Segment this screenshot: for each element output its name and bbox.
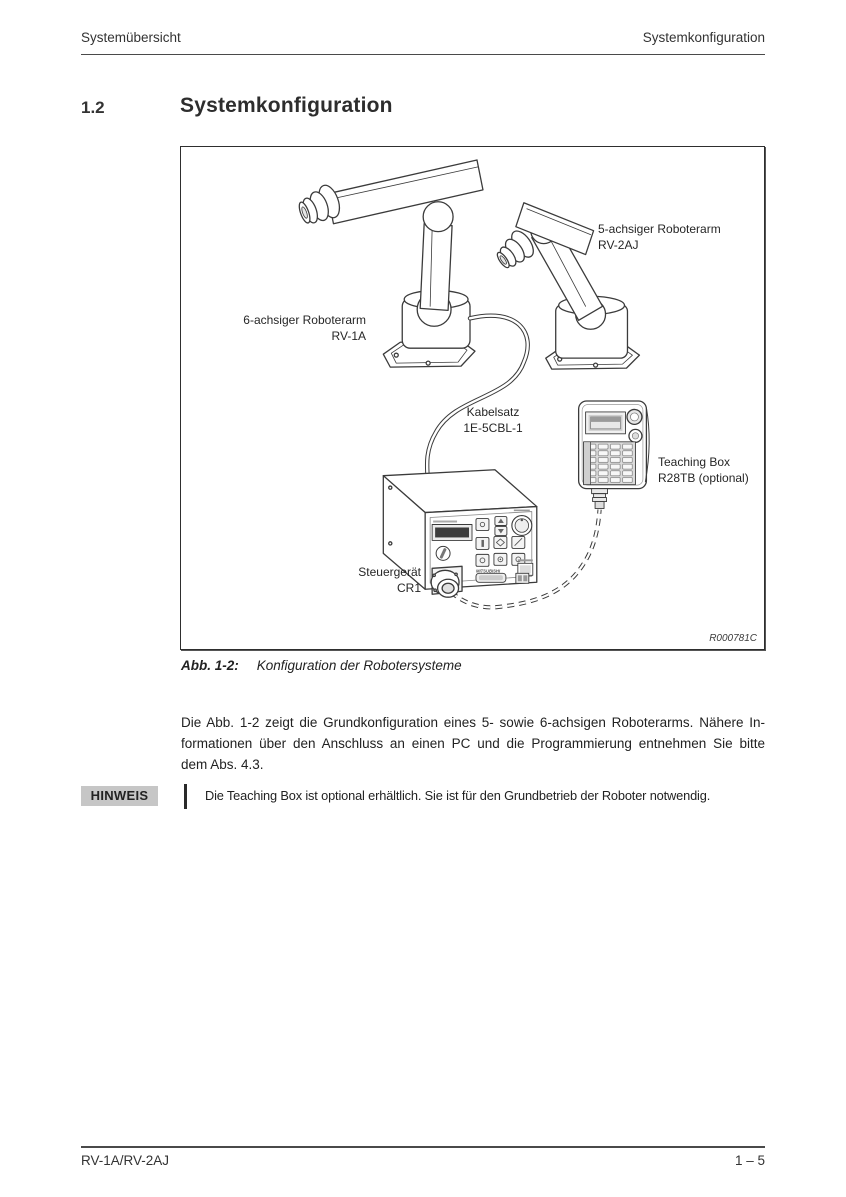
figure-ref-code: R000781C: [709, 633, 757, 644]
body-paragraph: [181, 712, 765, 775]
caption-tag: Abb. 1-2:: [181, 658, 239, 673]
page-title: Systemkonfiguration: [180, 94, 393, 117]
page-footer: [81, 1153, 765, 1168]
controller-io-connectors: [476, 573, 529, 583]
page-header: [81, 30, 765, 55]
label-steuergeraet: Steuergerät CR1: [358, 565, 421, 595]
footer-left-text: RV-1A/RV-2AJ: [81, 1153, 170, 1168]
figure-caption: [181, 658, 462, 673]
label-rv2aj: 5-achsiger Roboterarm RV-2AJ: [598, 222, 721, 252]
rv2aj-wrist: [491, 227, 538, 272]
header-left-text: Systemübersicht: [81, 30, 181, 45]
controller-key-switch: [436, 546, 450, 560]
header-right-text: Systemkonfiguration: [642, 30, 765, 45]
body-line: Die Abb. 1-2 zeigt die Grundkonfiguration eines 5- sowie 6-achsigen Roboterarms. Nähere In-: [181, 715, 765, 730]
section-number: 1.2: [81, 98, 105, 117]
hinweis-badge: HINWEIS: [81, 786, 158, 806]
teachbox-lcd: [586, 412, 626, 434]
caption-text: Konfiguration der Robotersysteme: [256, 658, 462, 673]
figure-frame: [180, 146, 765, 650]
panel-brand-text: MITSUBISHI: [475, 568, 501, 574]
teachbox-keypad: [584, 442, 636, 485]
label-teaching-box: Teaching Box R28TB (optional): [658, 455, 749, 485]
body-line: dem Abs. 4.3.: [181, 757, 264, 772]
note-divider-bar: [184, 784, 187, 809]
note-text: Die Teaching Box ist optional erhältlich. Sie ist für den Grundbetrieb der Roboter notwendig.: [205, 788, 711, 803]
controller-robot-connector: [431, 566, 462, 597]
label-kabelsatz: Kabelsatz 1E-5CBL-1: [463, 405, 523, 435]
teachbox-connector: [592, 489, 608, 509]
teaching-box-drawing: [579, 401, 650, 509]
body-line: formationen über den Anschluss an einen PC und die Programmierung entnehmen Sie bitte: [181, 736, 765, 751]
footer-page-number: 1 – 5: [734, 1153, 765, 1168]
footer-rule: [81, 1146, 765, 1148]
label-rv1a: 6-achsiger Roboterarm RV-1A: [243, 313, 366, 343]
